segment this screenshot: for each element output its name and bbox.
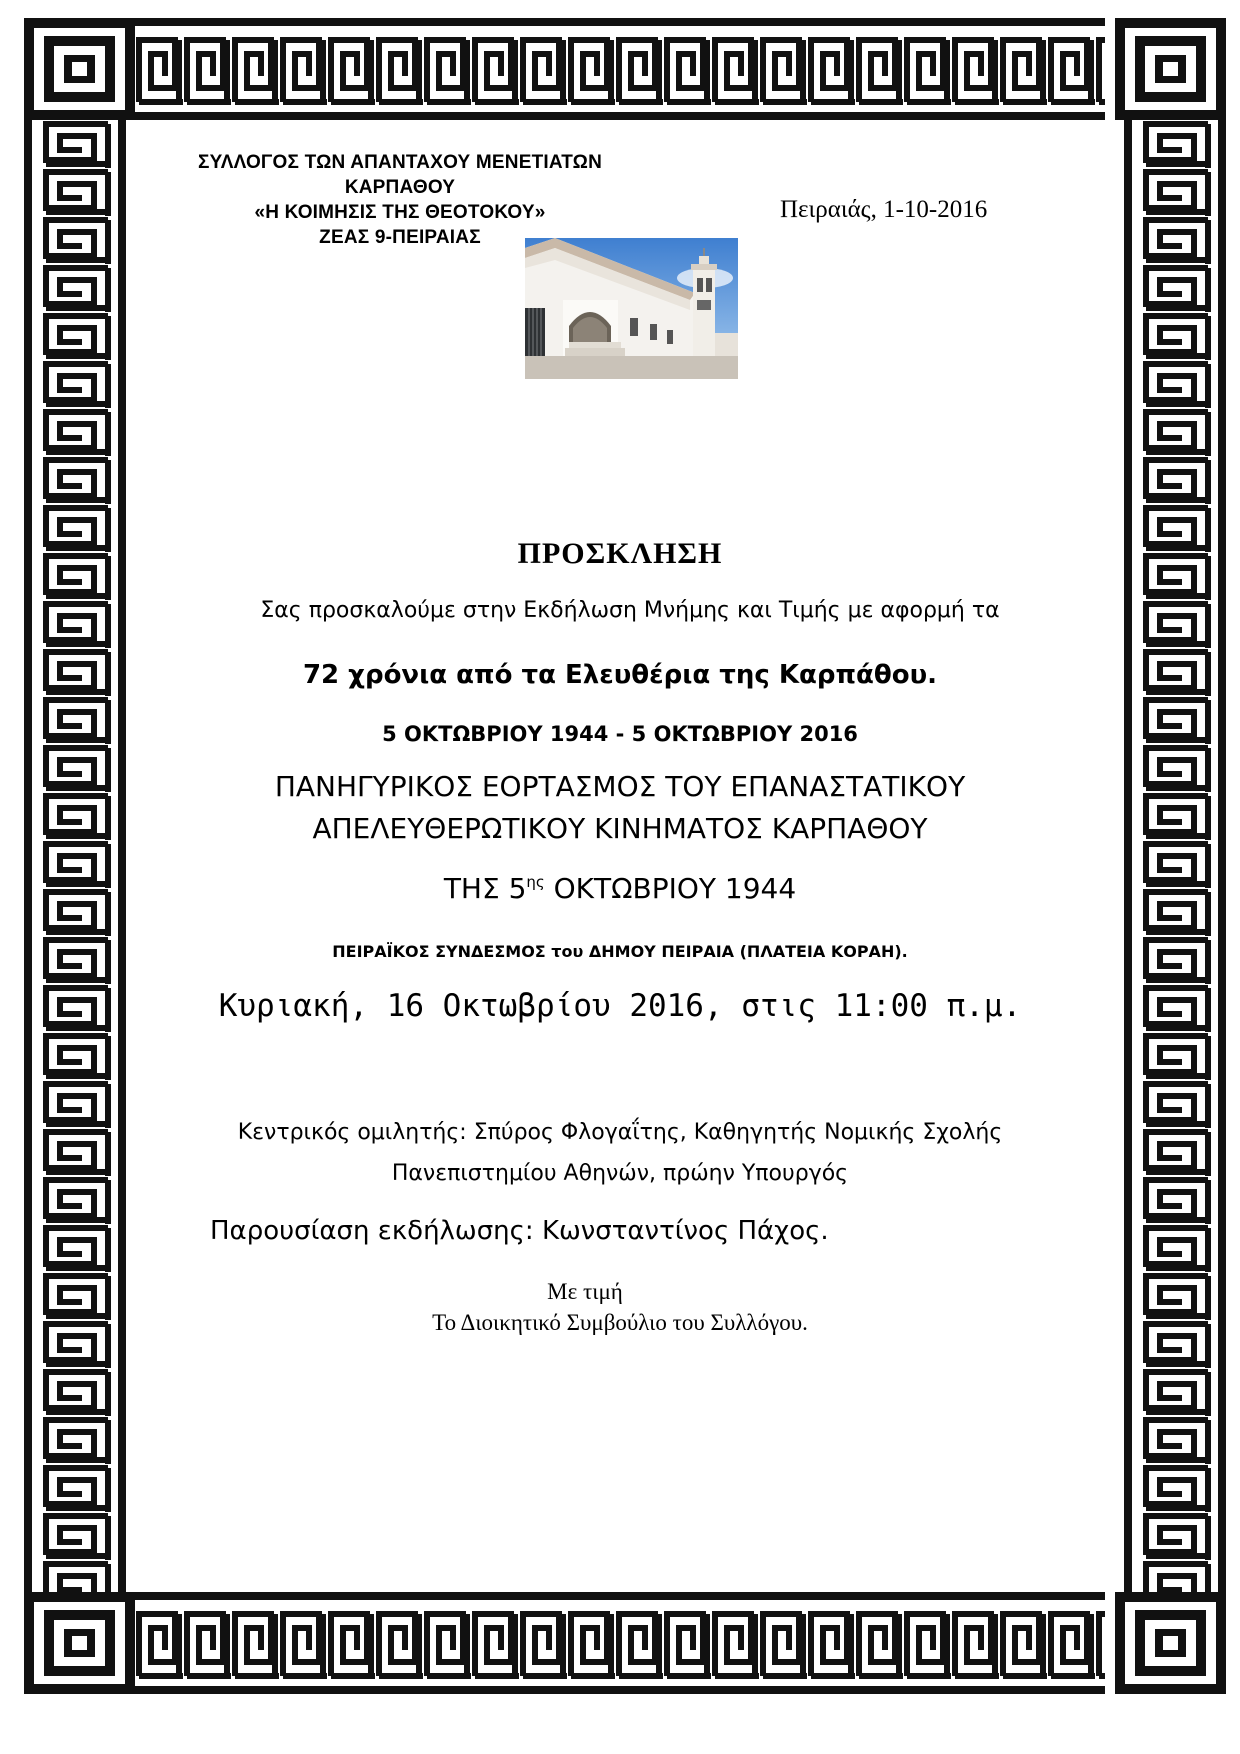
closing-line: Το Διοικητικό Συμβούλιο του Συλλόγου. xyxy=(432,1310,808,1335)
letterhead-line: ΣΥΛΛΟΓΟΣ ΤΩΝ ΑΠΑΝΤΑΧΟΥ ΜΕΝΕΤΙΑΤΩΝ xyxy=(197,152,603,173)
event-presenter: Παρουσίαση εκδήλωσης: Κωνσταντίνος Πάχος. xyxy=(210,1216,829,1246)
ordinal-suffix: ης xyxy=(526,873,545,891)
frame-corner-bottom-left xyxy=(24,1592,135,1694)
greek-key-border-left xyxy=(24,120,126,1592)
celebration-line: ΑΠΕΛΕΥΘΕΡΩΤΙΚΟΥ ΚΙΝΗΜΑΤΟΣ ΚΑΡΠΑΘΟΥ xyxy=(312,812,928,845)
document-date: Πειραιάς, 1-10-2016 xyxy=(780,196,988,223)
association-letterhead xyxy=(170,150,630,250)
celebration-line: ΠΑΝΗΓΥΡΙΚΟΣ ΕΟΡΤΑΣΜΟΣ ΤΟΥ ΕΠΑΝΑΣΤΑΤΙΚΟΥ xyxy=(274,770,966,803)
invitation-intro: Σας προσκαλούμε στην Εκδήλωση Μνήμης και Τιμής με αφορμή τα xyxy=(260,598,1000,623)
celebration-heading xyxy=(0,766,1240,850)
keynote-speaker xyxy=(0,1112,1240,1194)
letterhead-line: ΚΑΡΠΑΘΟΥ xyxy=(344,177,456,198)
speaker-line: Κεντρικός ομιλητής: Σπύρος Φλογαΐτης, Καθηγητής Νομικής Σχολής xyxy=(237,1120,1003,1145)
closing-line: Με τιμή xyxy=(547,1279,623,1304)
anniversary-line xyxy=(0,872,1240,905)
occasion-heading: 72 χρόνια από τα Ελευθέρια της Καρπάθου. xyxy=(302,660,938,690)
anniversary-dates: 5 ΟΚΤΩΒΡΙΟΥ 1944 - 5 ΟΚΤΩΒΡΙΟΥ 2016 xyxy=(382,722,858,746)
closing-signature xyxy=(0,1276,1240,1338)
event-datetime: Κυριακή, 16 Οκτωβρίου 2016, στις 11:00 π.μ. xyxy=(218,988,1022,1024)
frame-corner-bottom-right xyxy=(1115,1592,1226,1694)
anniversary-text: ΟΚΤΩΒΡΙΟΥ 1944 xyxy=(544,872,797,905)
church-photo xyxy=(525,238,738,379)
letterhead-line: «Η ΚΟΙΜΗΣΙΣ ΤΗΣ ΘΕΟΤΟΚΟΥ» xyxy=(254,202,546,223)
frame-corner-top-right xyxy=(1115,18,1226,120)
invitation-title: ΠΡΟΣΚΛΗΣΗ xyxy=(517,537,723,570)
event-venue: ΠΕΙΡΑΪΚΟΣ ΣΥΝΔΕΣΜΟΣ του ΔΗΜΟΥ ΠΕΙΡΑΙΑ (ΠΛΑΤΕΙΑ ΚΟΡΑΗ). xyxy=(332,942,908,961)
greek-key-border-right xyxy=(1124,120,1226,1592)
letterhead-line: ΖΕΑΣ 9-ΠΕΙΡΑΙΑΣ xyxy=(319,227,481,248)
frame-corner-top-left xyxy=(24,18,135,120)
speaker-line: Πανεπιστημίου Αθηνών, πρώην Υπουργός xyxy=(391,1161,849,1186)
greek-key-border-top xyxy=(135,18,1105,120)
anniversary-text: ΤΗΣ 5 xyxy=(443,872,527,905)
greek-key-border-bottom xyxy=(135,1592,1105,1694)
